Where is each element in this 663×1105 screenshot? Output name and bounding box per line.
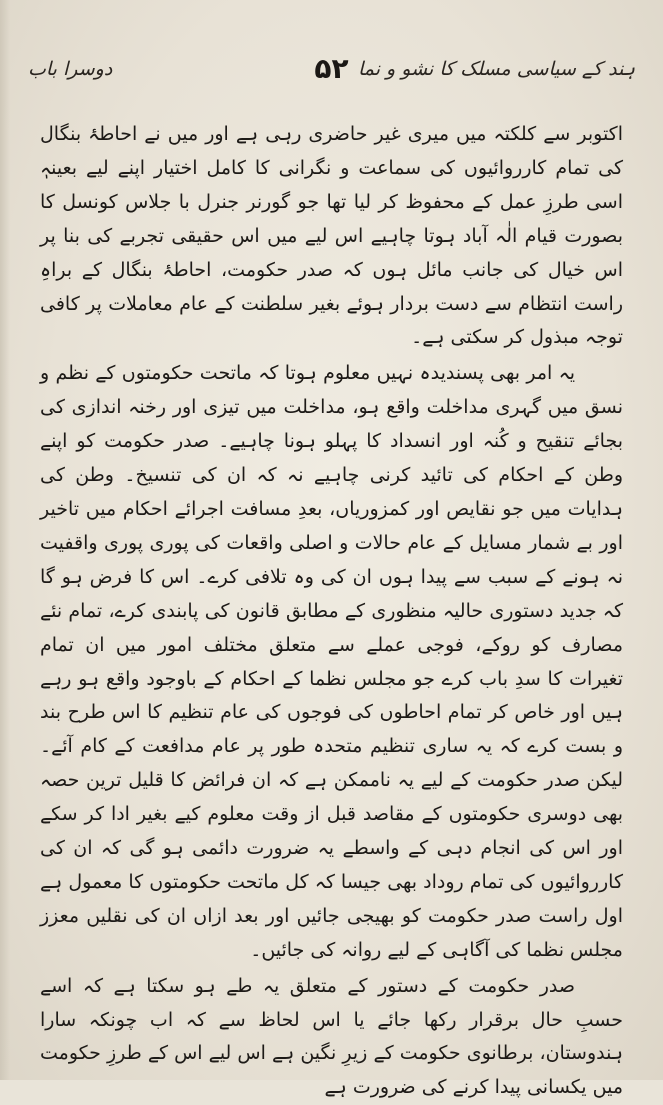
paragraph-2: یہ امر بھی پسندیدہ نہیں معلوم ہوتا کہ ماتحت حکومتوں کے نظم و نسق میں گہری مداخلت واقع ہو، مداخلت میں تیزی اور رخنہ اندازی کی بجائے تنقیح و کُنہ اور انسداد کا پہلو ہونا چاہیے۔ صدر حکومت کو اپنے وطن کے احکام کی تائید کرنی چاہیے نہ کہ ان کی تنسیخ۔ وطن کی ہدایات میں جو نقایص اور کمزوریاں، بعدِ مسافت اجرائے احکام میں تاخیر اور بے شمار مسایل کے عام حالات و اصلی واقعات کی پوری پوری واقفیت نہ ہونے کے سبب سے پیدا ہوں ان کی وہ تلافی کرے۔ اس کا فرض ہو گا کہ جدید دستوری حالیہ منظوری کے مطابق قانون کی پابندی کرے، تمام نئے مصارف کو روکے، فوجی عملے سے متعلق مختلف امور میں ان تمام تغیرات کا سدِ باب کرے جو مجلس نظما کے احکام کے باوجود واقع ہو رہے ہیں اور خاص کر تمام احاطوں کی فوجوں کی عام تنظیم کا اس طرح بند و بست کرے کہ یہ ساری تنظیم متحدہ طور پر عام مدافعت کے کام آئے۔ لیکن صدر حکومت کے لیے یہ ناممکن ہے کہ ان فرائض کا قلیل ترین حصہ بھی دوسری حکومتوں کے مقاصد قبل از وقت معلوم کیے بغیر ادا کر سکے اور اس کی انجام دہی کے واسطے یہ ضرورت دائمی ہو گی کہ ان کی کارروائیوں کی تمام روداد بھی جیسا کہ کل ماتحت حکومتوں کا معمول ہے اول راست صدر حکومت کو بھیجی جائیں اور بعد ازاں ان کی نقلیں معزز مجلس نظما کی آگاہی کے لیے روانہ کی جائیں۔ [40,362,623,961]
page-header [28,52,635,96]
paragraph-3: صدر حکومت کے دستور کے متعلق یہ طے ہو سکتا ہے کہ اسے حسبِ حال برقرار رکھا جائے یا اس لحاظ سے کہ اب چونکہ سارا ہندوستان، برطانوی حکومت کے زیرِ نگین ہے اس لیے اس کے طرزِ حکومت میں یکسانی پیدا کرنے کی ضرورت ہے [40,974,623,1099]
page-edge-shadow [0,0,10,1080]
running-title: ہند کے سیاسی مسلک کا نشو و نما [357,58,635,80]
chapter-label: دوسرا باب [28,58,113,80]
page-number: ۵۲ [314,52,349,85]
paragraph-1: اکتوبر سے کلکتہ میں میری غیر حاضری رہی ہے اور میں نے احاطۂ بنگال کی تمام کارروائیوں کی سماعت و نگرانی کا کامل اختیار اپنے لیے بعینہٖ اسی طرزِ عمل کے محفوظ کر لیا تھا جو گورنر جنرل با جلاس کونسل کا بصورت قیام الٰہ آباد ہوتا چاہیے اس لیے میں اس حقیقی تجربے کی بنا پر اس خیال کی جانب مائل ہوں کہ صدر حکومت، احاطۂ بنگال کے براہِ راست انتظام سے دست بردار ہوئے بغیر سلطنت کے عام معاملات پر کافی توجہ مبذول کر سکتی ہے۔ [40,123,623,349]
page-body [40,118,623,1105]
